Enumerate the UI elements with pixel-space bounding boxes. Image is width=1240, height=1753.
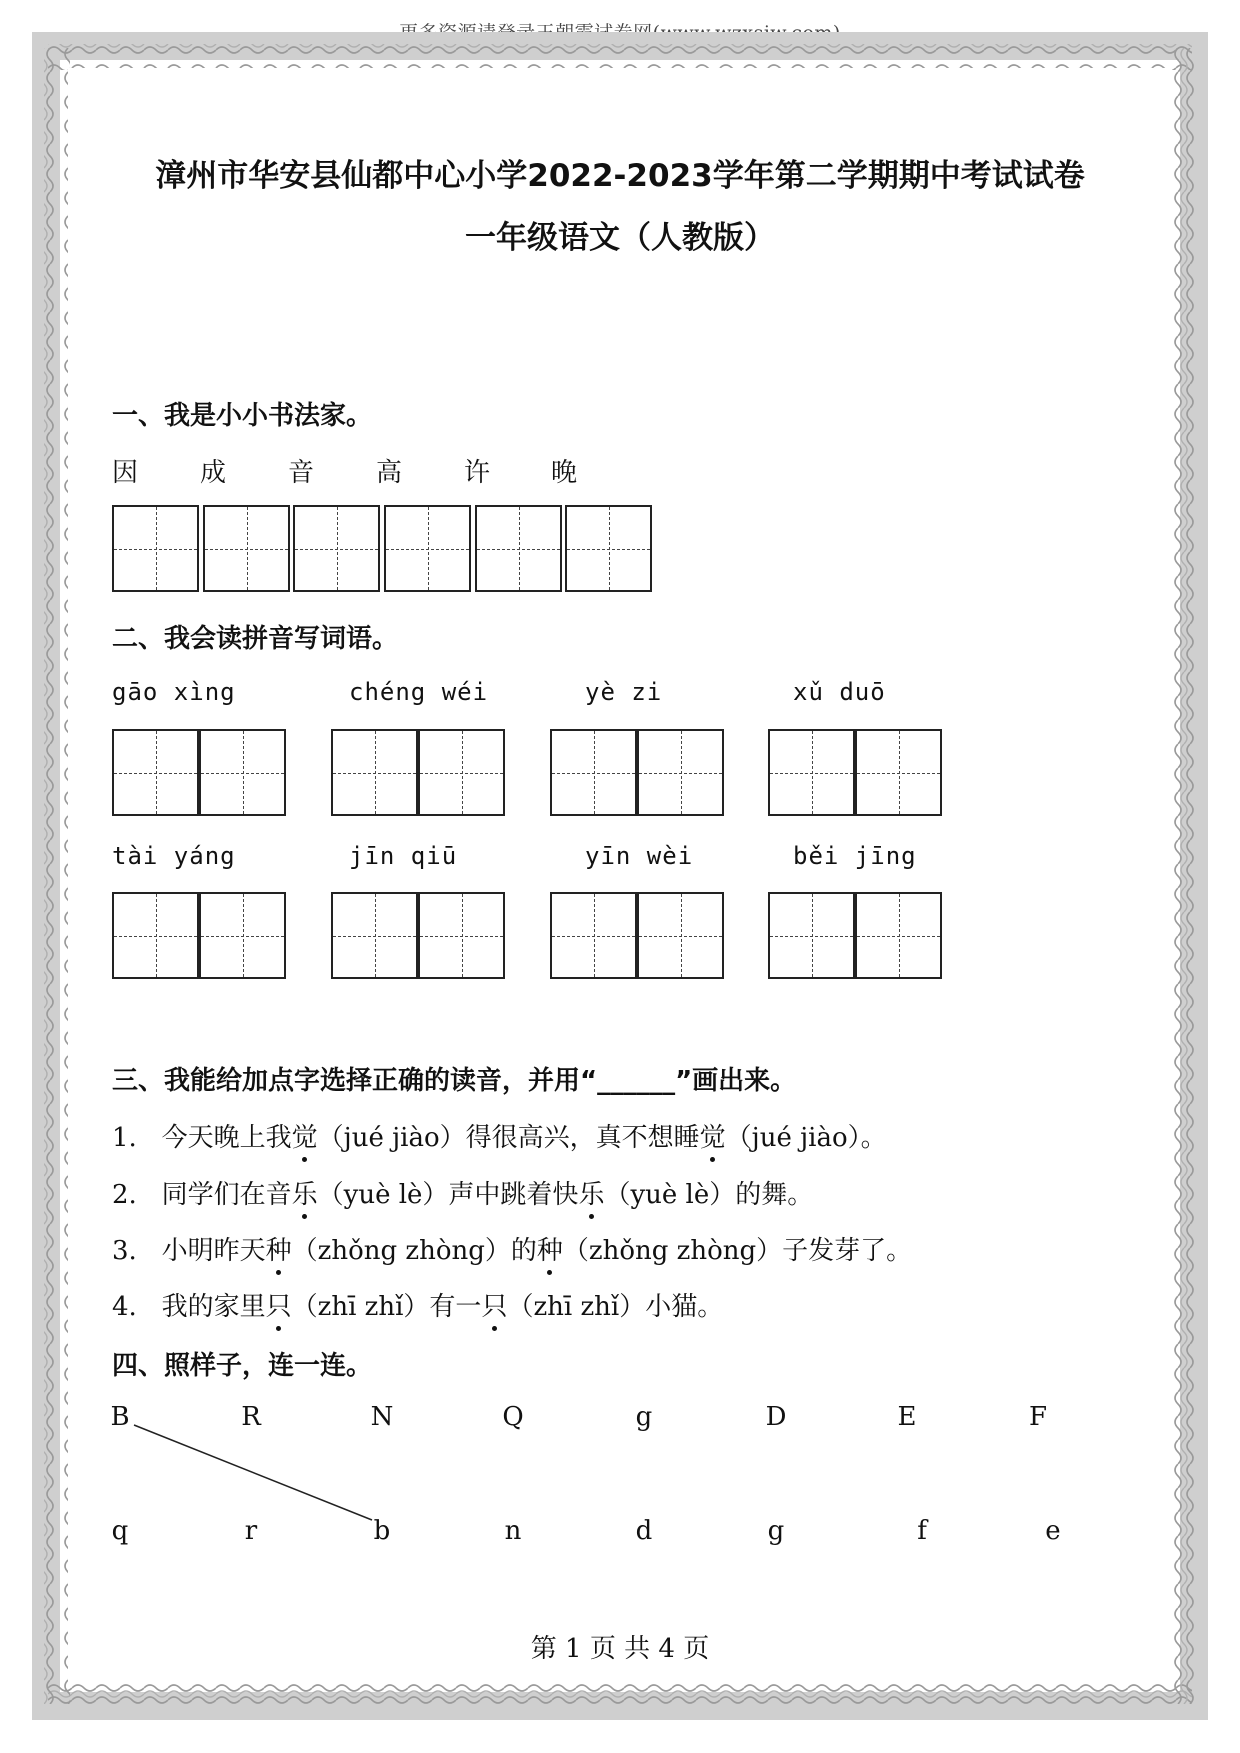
page-footer: 第 1 页 共 4 页 (530, 1634, 710, 1664)
lower-letter[interactable]: f (917, 1516, 927, 1546)
lower-letter[interactable]: d (635, 1516, 653, 1546)
lower-letter[interactable]: b (373, 1516, 391, 1546)
lower-letter[interactable]: q (111, 1516, 129, 1546)
pinyin-label: yīn wèi (585, 842, 694, 870)
item-text: （jué jiào）。 (725, 1123, 887, 1153)
header-note: 更多资源请登录王朝霞试卷网(www.wzxsjw.com) (399, 22, 841, 44)
char-1: 因 (112, 458, 139, 488)
lower-letter[interactable]: g (767, 1516, 785, 1546)
item-text: （jué jiào）得很高兴，真不想睡 (317, 1123, 700, 1153)
item-text: （yuè lè）声中跳着快 (317, 1180, 579, 1210)
dotted-char: 只 (266, 1286, 292, 1323)
item-text: 同学们在音 (161, 1180, 292, 1210)
upper-letter[interactable]: E (897, 1402, 917, 1432)
dotted-char: 种 (266, 1230, 292, 1267)
section-1-title: 一、我是小小书法家。 (112, 401, 373, 431)
dotted-char: 乐 (292, 1174, 318, 1211)
pinyin-label: gāo xìng (112, 678, 236, 706)
upper-letter[interactable]: D (765, 1402, 787, 1432)
char-6: 晚 (551, 458, 578, 488)
char-5: 许 (464, 458, 491, 488)
title-line-2: 一年级语文（人教版） (465, 220, 775, 256)
dotted-char: 觉 (292, 1117, 318, 1154)
dotted-char: 乐 (578, 1174, 604, 1211)
item-number: 2. (112, 1180, 137, 1210)
dotted-char: 只 (481, 1286, 507, 1323)
lower-letter[interactable]: n (504, 1516, 522, 1546)
upper-letter[interactable]: Q (502, 1402, 524, 1432)
dotted-char: 觉 (700, 1117, 726, 1154)
item-text: （zhǒng zhòng）子发芽了。 (562, 1236, 913, 1266)
pinyin-label: yè zi (585, 678, 663, 706)
char-3: 音 (288, 458, 315, 488)
char-4: 高 (376, 458, 403, 488)
item-text: 今天晚上我 (161, 1123, 292, 1153)
item-text: （zhǒng zhòng）的 (291, 1236, 537, 1266)
pinyin-label: běi jīng (793, 842, 917, 870)
char-2: 成 (200, 458, 227, 488)
pinyin-label: jīn qiū (349, 842, 458, 870)
pinyin-label: xǔ duō (793, 678, 886, 706)
item-text: （yuè lè）的舞。 (604, 1180, 814, 1210)
upper-letter[interactable]: R (241, 1402, 261, 1432)
pinyin-label: chéng wéi (349, 678, 489, 706)
lower-letter[interactable]: r (244, 1516, 258, 1546)
lower-letter[interactable]: e (1045, 1516, 1061, 1546)
section-2-title: 二、我会读拼音写词语。 (112, 624, 399, 654)
item-text: （zhī zhǐ）小猫。 (507, 1292, 724, 1322)
item-text: 我的家里 (161, 1292, 266, 1322)
item-number: 3. (112, 1236, 137, 1266)
section-4-title: 四、照样子，连一连。 (112, 1351, 373, 1381)
pinyin-label: tài yáng (112, 842, 236, 870)
title-line-1: 漳州市华安县仙都中心小学2022-2023学年第二学期期中考试试卷 (155, 158, 1085, 194)
upper-letter[interactable]: B (110, 1402, 130, 1432)
section-3-title: 三、我能给加点字选择正确的读音，并用“______”画出来。 (112, 1066, 797, 1096)
item-text: 小明昨天 (161, 1236, 266, 1266)
upper-letter[interactable]: F (1028, 1402, 1048, 1432)
item-number: 4. (112, 1292, 137, 1322)
upper-letter[interactable]: g (635, 1402, 653, 1432)
dotted-char: 种 (537, 1230, 563, 1267)
upper-letter[interactable]: N (370, 1402, 394, 1432)
item-number: 1. (112, 1123, 137, 1153)
item-text: （zhī zhǐ）有一 (291, 1292, 482, 1322)
